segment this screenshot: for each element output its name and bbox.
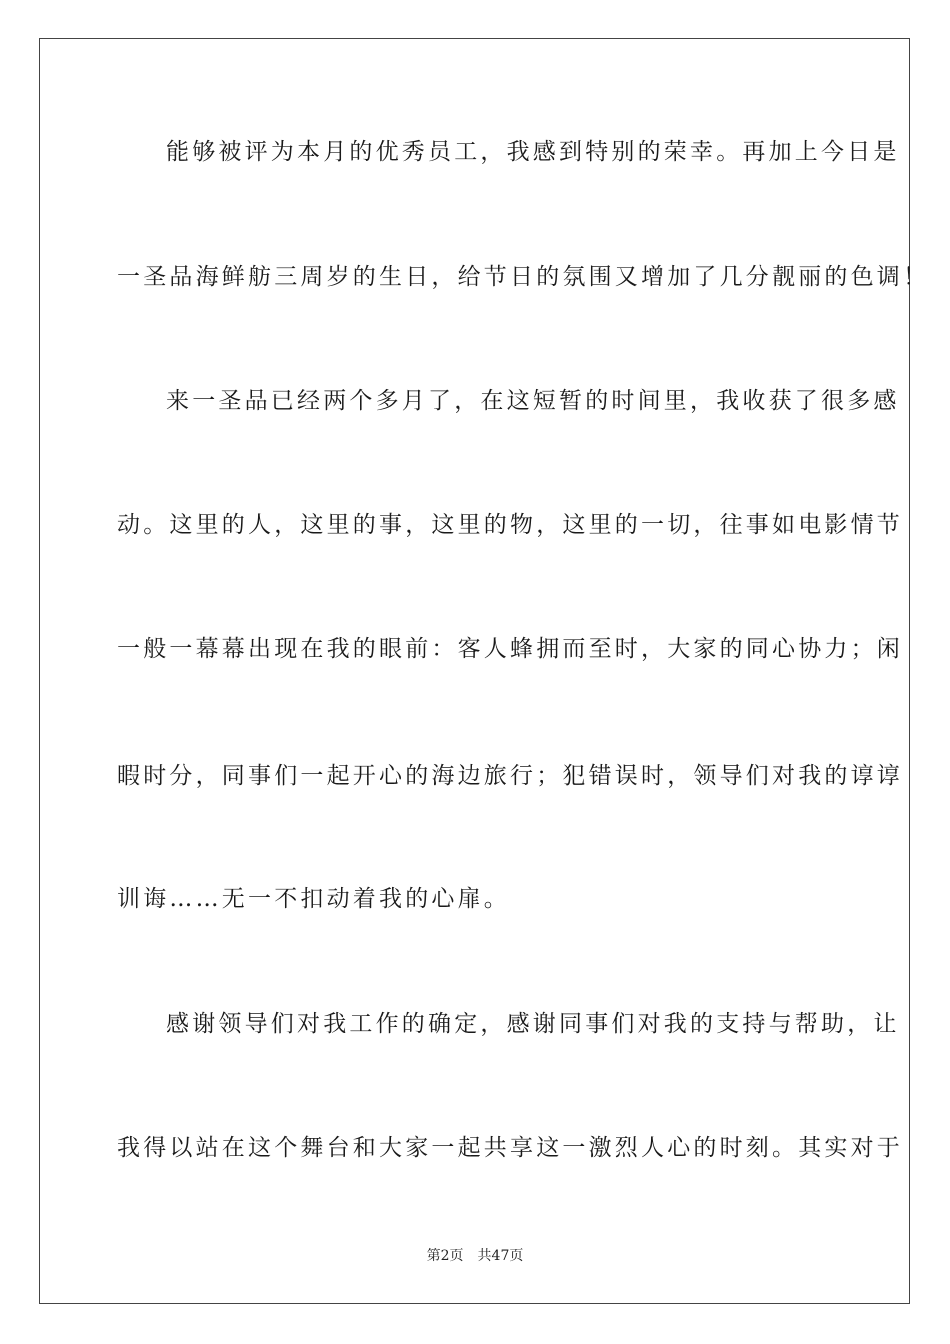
paragraph-2-line-1: 来一圣品已经两个多月了，在这短暂的时间里，我收获了很多感 xyxy=(166,388,900,414)
page-footer xyxy=(0,1247,950,1265)
paragraph-2-line-5: 训诲……无一不扣动着我的心扉。 xyxy=(117,886,510,912)
page-number: 第2页 xyxy=(426,1248,464,1264)
paragraph-3-line-1: 感谢领导们对我工作的确定，感谢同事们对我的支持与帮助，让 xyxy=(166,1011,900,1037)
paragraph-3-line-2: 我得以站在这个舞台和大家一起共享这一激烈人心的时刻。其实对于 xyxy=(117,1135,903,1161)
paragraph-2-line-3: 一般一幕幕出现在我的眼前：客人蜂拥而至时，大家的同心协力；闲 xyxy=(117,636,903,662)
paragraph-2-line-2: 动。这里的人，这里的事，这里的物，这里的一切，往事如电影情节 xyxy=(117,512,903,538)
paragraph-1-line-1: 能够被评为本月的优秀员工，我感到特别的荣幸。再加上今日是 xyxy=(166,139,900,165)
page-border xyxy=(39,38,930,1304)
total-pages: 共47页 xyxy=(477,1248,524,1264)
paragraph-1-line-2: 一圣品海鲜舫三周岁的生日，给节日的氛围又增加了几分靓丽的色调！ xyxy=(117,264,930,290)
paragraph-2-line-4: 暇时分，同事们一起开心的海边旅行；犯错误时，领导们对我的谆谆 xyxy=(117,763,903,789)
